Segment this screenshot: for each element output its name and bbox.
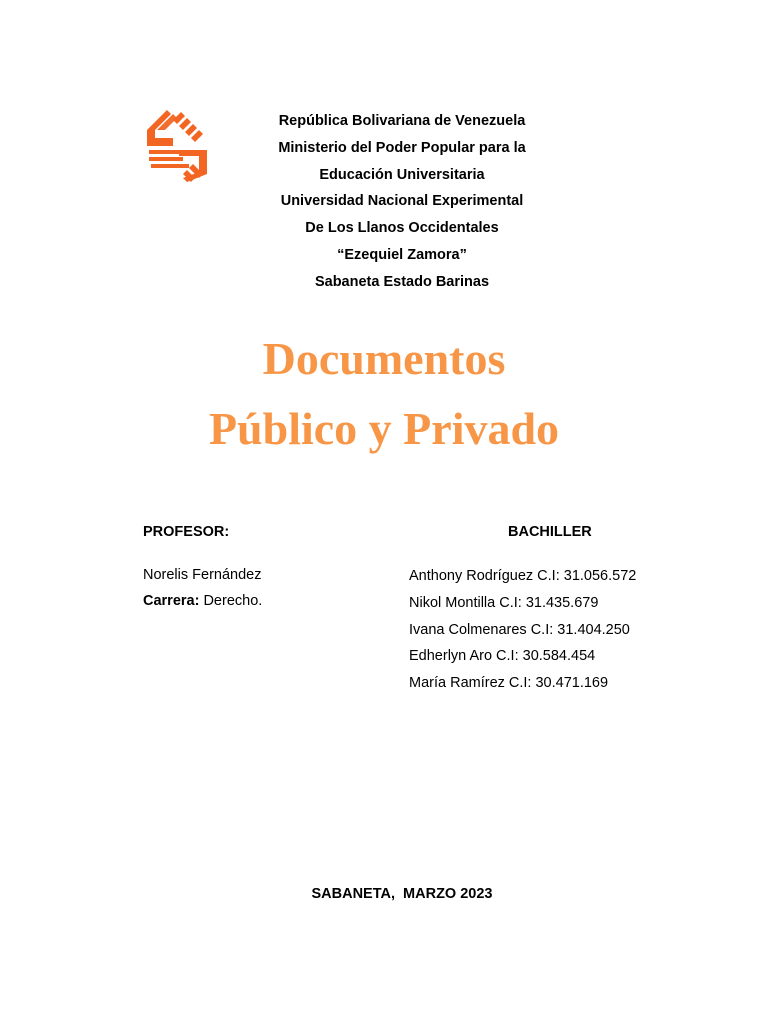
document-title-line-1: Documentos [262,333,506,384]
document-title-line-2: Público y Privado [208,403,560,454]
students-heading: BACHILLER [508,524,592,540]
student-item: Nikol Montilla C.I: 31.435.679 [409,594,599,611]
place-date: SABANETA, MARZO 2023 [311,886,493,902]
header-line: Universidad Nacional Experimental [280,193,524,210]
header-line: “Ezequiel Zamora” [337,246,467,263]
header-line: Ministerio del Poder Popular para la [278,139,526,156]
header-line: República Bolivariana de Venezuela [278,113,526,129]
student-item: Anthony Rodríguez C.I: 31.056.572 [409,568,637,584]
professor-heading: PROFESOR: [143,524,230,540]
institution-header [0,108,768,296]
career-value: Derecho. [199,593,263,609]
student-item: María Ramírez C.I: 30.471.169 [409,675,609,692]
professor-name: Norelis Fernández [143,567,262,583]
header-line: De Los Llanos Occidentales [305,220,499,237]
header-line: Sabaneta Estado Barinas [314,273,490,290]
career-label: Carrera: [143,593,200,609]
header-line: Educación Universitaria [319,166,485,183]
career-line [143,593,262,609]
student-item: Ivana Colmenares C.I: 31.404.250 [409,621,630,638]
students-list [409,563,636,697]
student-item: Edherlyn Aro C.I: 30.584.454 [409,648,596,665]
